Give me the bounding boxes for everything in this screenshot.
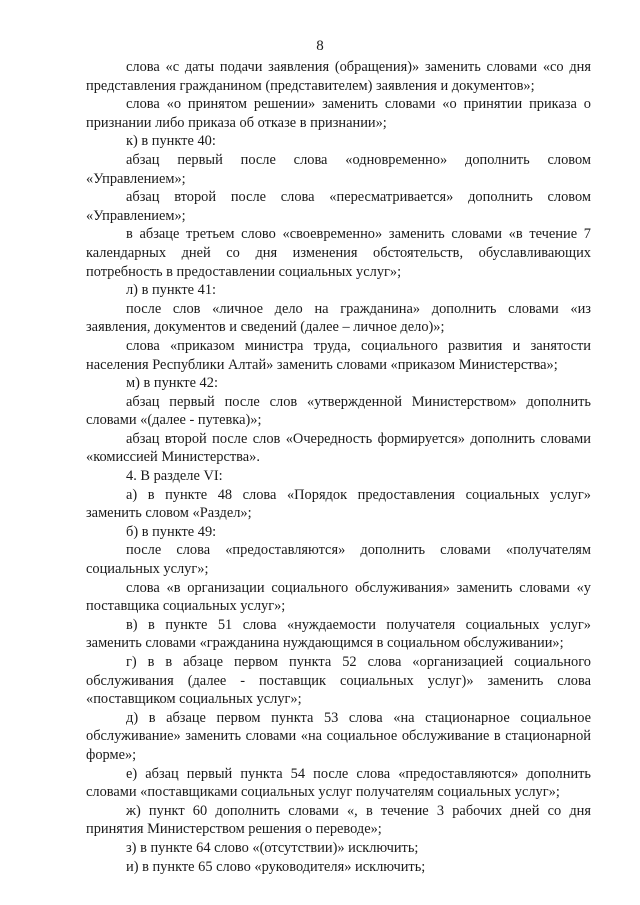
paragraph-7: л) в пункте 41: (126, 282, 217, 299)
document-body (86, 58, 591, 876)
paragraph-14: а) в пункте 48 слова «Порядок предоставления социальных услуг» заменить словом «Раздел»; (86, 486, 591, 522)
paragraph-1: слова «с даты подачи заявления (обращения)» заменить словами «со дня представления гражданином (представителем) заявления и документов»; (86, 59, 591, 94)
paragraph-11: абзац первый после слов «утвержденной Министерством» дополнить словами «(далее - путевка)»; (86, 393, 591, 429)
paragraph-24: и) в пункте 65 слово «руководителя» исключить; (126, 858, 426, 875)
paragraph-21: е) абзац первый пункта 54 после слова «предоставляются» дополнить словами «поставщиками социальных услуг получателям социальных услуг»; (86, 765, 591, 801)
paragraph-9: слова «приказом министра труда, социального развития и занятости населения Республики Алтай» заменить словами «приказом Министерства»; (86, 337, 591, 373)
paragraph-22: ж) пункт 60 дополнить словами «, в течение 3 рабочих дней со дня принятия Министерством решения о переводе»; (86, 802, 591, 838)
paragraph-16: после слова «предоставляются» дополнить словами «получателям социальных услуг»; (86, 542, 591, 578)
paragraph-20: д) в абзаце первом пункта 53 слова «на стационарное социальное обслуживание» заменить словами «на социальное обслуживание в стационарной форме»; (86, 709, 591, 763)
paragraph-15: б) в пункте 49: (126, 523, 217, 540)
paragraph-4: абзац первый после слова «одновременно» дополнить словом «Управлением»; (86, 151, 591, 187)
paragraph-2: слова «о принятом решении» заменить словами «о принятии приказа о признании либо приказа об отказе в признании»; (86, 96, 591, 131)
page-number: 8 (316, 38, 324, 54)
paragraph-12: абзац второй после слов «Очередность формируется» дополнить словами «комиссией Министерства». (86, 430, 591, 466)
paragraph-18: в) в пункте 51 слова «нуждаемости получателя социальных услуг» заменить словами «гражданина нуждающимся в социальном обслуживании»; (86, 616, 591, 652)
paragraph-10: м) в пункте 42: (126, 375, 218, 392)
paragraph-17: слова «в организации социального обслуживания» заменить словами «у поставщика социальных услуг»; (86, 579, 591, 615)
paragraph-8: после слов «личное дело на гражданина» дополнить словами «из заявления, документов и сведений (далее – личное дело)»; (86, 300, 591, 336)
paragraph-13: 4. В разделе VI: (126, 468, 223, 485)
paragraph-3: к) в пункте 40: (126, 133, 216, 150)
paragraph-19: г) в в абзаце первом пункта 52 слова «организацией социального обслуживания (далее - поставщик социальных услуг)» заменить слова «поставщиком социальных услуг»; (86, 654, 591, 708)
paragraph-23: з) в пункте 64 слово «(отсутствии)» исключить; (126, 839, 419, 856)
paragraph-5: абзац второй после слова «пересматривается» дополнить словом «Управлением»; (86, 189, 591, 224)
paragraph-6: в абзаце третьем слово «своевременно» заменить словами «в течение 7 календарных дней со дня изменения обстоятельств, обуславливающих потребность в предоставлении социальных услуг»; (86, 226, 591, 280)
